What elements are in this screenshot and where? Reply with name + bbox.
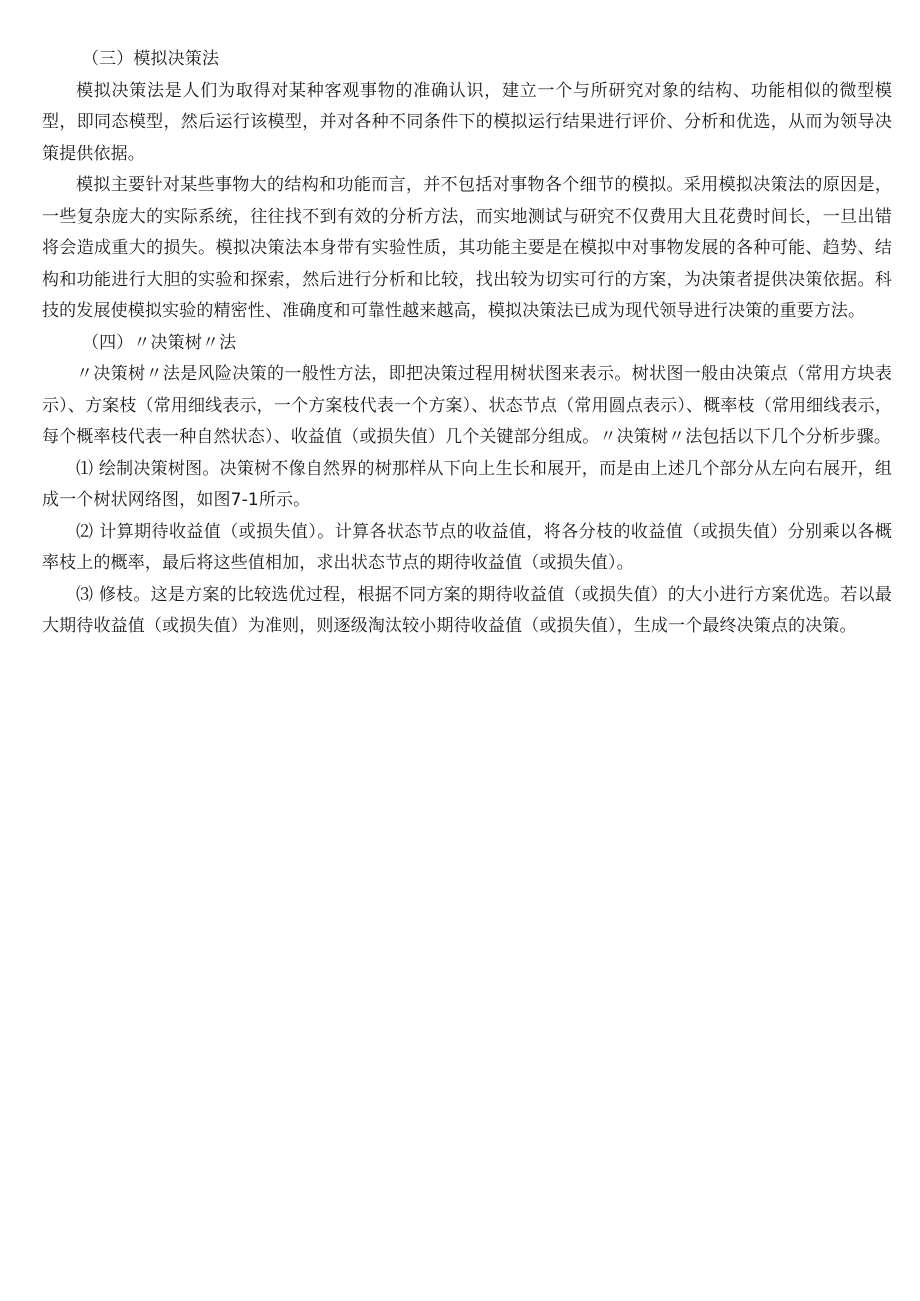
paragraph-step-expected-value: ⑵ 计算期待收益值（或损失值）。计算各状态节点的收益值，将各分枝的收益值（或损失值）分别乘以各概率枝上的概率，最后将这些值相加，求出状态节点的期待收益值（或损失值）。 bbox=[42, 521, 892, 573]
section-heading-decision-tree: （四）〃决策树〃法 bbox=[81, 332, 237, 353]
paragraph-simulation-reason: 模拟主要针对某些事物大的结构和功能而言，并不包括对事物各个细节的模拟。采用模拟决策法的原因是，一些复杂庞大的实际系统，往往找不到有效的分析方法，而实地测试与研究不仅费用大且花费时间长，一旦出错将会造成重大的损失。模拟决策法本身带有实验性质，其功能主要是在模拟中对事物发展的各种可能、趋势、结构和功能进行大胆的实验和探索，然后进行分析和比较，找出较为切实可行的方案，为决策者提供决策依据。科技的发展使模拟实验的精密性、准确度和可靠性越来越高，模拟决策法已成为现代领导进行决策的重要方法。 bbox=[42, 175, 892, 321]
section-heading-simulation: （三）模拟决策法 bbox=[81, 49, 220, 69]
paragraph-decision-tree-definition: 〃决策树〃法是风险决策的一般性方法，即把决策过程用树状图来表示。树状图一般由决策点（常用方块表示）、方案枝（常用细线表示，一个方案枝代表一个方案）、状态节点（常用圆点表示）、概率枝（常用细线表示，每个概率枝代表一种自然状态）、收益值（或损失值）几个关键部分组成。〃决策树〃法包括以下几个分析步骤。 bbox=[42, 364, 892, 447]
paragraph-step-draw-tree: ⑴ 绘制决策树图。决策树不像自然界的树那样从下向上生长和展开，而是由上述几个部分从左向右展开，组成一个树状网络图，如图7-1所示。 bbox=[42, 458, 892, 510]
paragraph-simulation-definition: 模拟决策法是人们为取得对某种客观事物的准确认识，建立一个与所研究对象的结构、功能相似的微型模型，即同态模型，然后运行该模型，并对各种不同条件下的模拟运行结果进行评价、分析和优选，从而为领导决策提供依据。 bbox=[42, 80, 892, 164]
paragraph-step-pruning: ⑶ 修枝。这是方案的比较选优过程，根据不同方案的期待收益值（或损失值）的大小进行方案优选。若以最大期待收益值（或损失值）为准则，则逐级淘汰较小期待收益值（或损失值），生成一个最终决策点的决策。 bbox=[42, 584, 892, 636]
document-page bbox=[42, 44, 892, 643]
